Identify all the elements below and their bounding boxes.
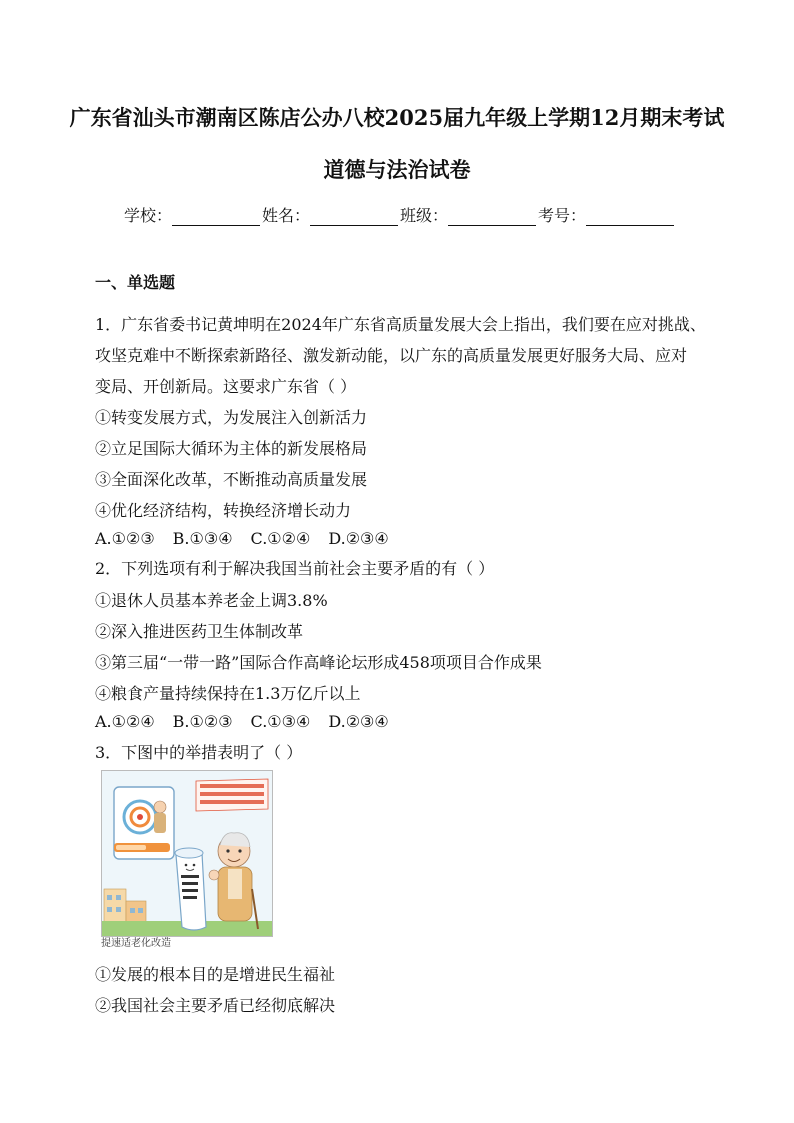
q3-stem: 3．下图中的举措表明了（ ） xyxy=(95,743,303,762)
q1-item-4: ④优化经济结构，转换经济增长动力 xyxy=(95,501,352,520)
exam-no-blank xyxy=(586,209,674,226)
q2-item-3: ③第三届“一带一路”国际合作高峰论坛形成458项项目合作成果 xyxy=(95,653,542,672)
q1-item-1: ①转变发展方式，为发展注入创新活力 xyxy=(95,408,368,427)
figure-caption: 提速适老化改造 xyxy=(101,938,171,949)
q3-cartoon-figure xyxy=(101,770,273,937)
q1-item-3: ③全面深化改革，不断推动高质量发展 xyxy=(95,470,368,489)
q1-options xyxy=(95,529,407,548)
q2-option-a: A.①②④ xyxy=(95,712,155,731)
q2-item-1: ①退休人员基本养老金上调3.8% xyxy=(95,591,328,610)
exam-subtitle: 道德与法治试卷 xyxy=(323,157,471,182)
q1-option-b: B.①③④ xyxy=(172,529,233,548)
student-info-row xyxy=(124,203,676,226)
q1-stem-line2: 攻坚克难中不断探索新路径、激发新动能，以广东的高质量发展更好服务大局、应对 xyxy=(95,346,688,365)
class-label: 班级： xyxy=(400,206,449,225)
q2-item-4: ④粮食产量持续保持在1.3万亿斤以上 xyxy=(95,684,361,703)
q1-option-d: D.②③④ xyxy=(328,529,389,548)
school-blank xyxy=(172,209,260,226)
q2-item-2: ②深入推进医药卫生体制改革 xyxy=(95,622,304,641)
school-label: 学校： xyxy=(124,206,173,225)
exam-no-label: 考号： xyxy=(538,206,587,225)
name-blank xyxy=(310,209,398,226)
section-heading: 一、单选题 xyxy=(95,273,176,292)
q2-options xyxy=(95,712,407,731)
q3-item-2: ②我国社会主要矛盾已经彻底解决 xyxy=(95,996,336,1015)
q2-stem: 2．下列选项有利于解决我国当前社会主要矛盾的有（ ） xyxy=(95,559,495,578)
q3-item-1: ①发展的根本目的是增进民生福祉 xyxy=(95,965,336,984)
q1-option-a: A.①②③ xyxy=(95,529,155,548)
q2-option-c: C.①③④ xyxy=(250,712,311,731)
q1-stem-line1: 1．广东省委书记黄坤明在2024年广东省高质量发展大会上指出，我们要在应对挑战、 xyxy=(95,315,706,334)
class-blank xyxy=(448,209,536,226)
exam-title: 广东省汕头市潮南区陈店公办八校2025届九年级上学期12月期末考试 xyxy=(69,105,725,130)
q1-stem-line3: 变局、开创新局。这要求广东省（ ） xyxy=(95,377,357,396)
name-label: 姓名： xyxy=(262,206,311,225)
q2-option-b: B.①②③ xyxy=(172,712,233,731)
q1-item-2: ②立足国际大循环为主体的新发展格局 xyxy=(95,439,368,458)
q2-option-d: D.②③④ xyxy=(328,712,389,731)
q1-option-c: C.①②④ xyxy=(250,529,311,548)
cartoon-illustration xyxy=(102,771,272,936)
